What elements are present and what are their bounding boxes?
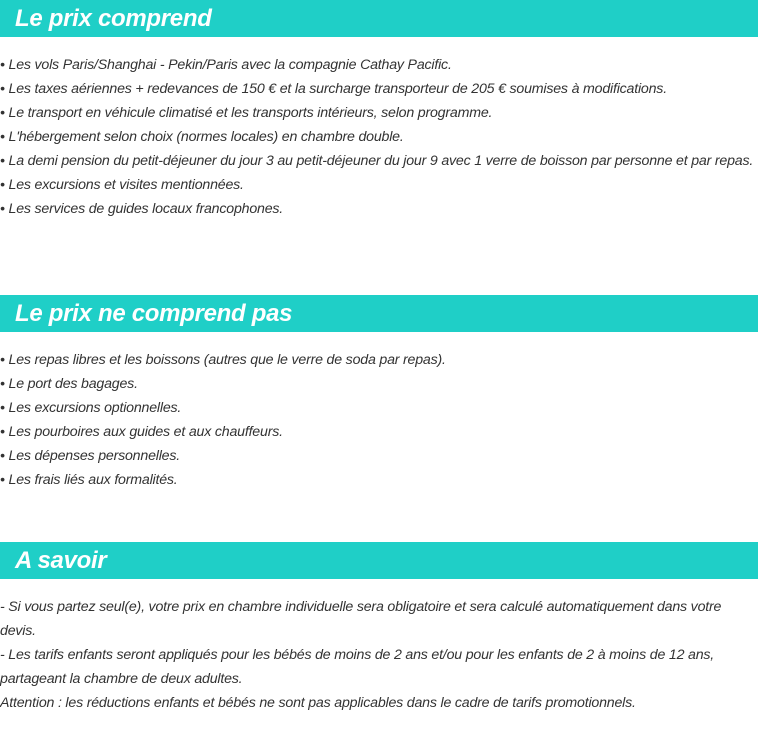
section-header-included — [0, 0, 758, 37]
list-item: • Les frais liés aux formalités. — [0, 472, 178, 488]
not-included-list — [0, 348, 758, 492]
section-title-included: Le prix comprend — [15, 5, 212, 32]
list-item: • Les repas libres et les boissons (autres que le verre de soda par repas). — [0, 352, 446, 368]
list-item: • Les taxes aériennes + redevances de 150 € et la surcharge transporteur de 205 € soumises à modifications. — [0, 81, 667, 97]
included-list — [0, 53, 758, 221]
good-to-know-text — [0, 595, 758, 715]
section-header-good-to-know — [0, 542, 758, 579]
list-item: • Le transport en véhicule climatisé et les transports intérieurs, selon programme. — [0, 105, 493, 121]
section-title-good-to-know: A savoir — [15, 547, 107, 574]
list-item: • Les vols Paris/Shanghai - Pekin/Paris avec la compagnie Cathay Pacific. — [0, 57, 452, 73]
info-paragraph: Attention : les réductions enfants et bébés ne sont pas applicables dans le cadre de tarifs promotionnels. — [0, 695, 636, 711]
info-paragraph: - Si vous partez seul(e), votre prix en chambre individuelle sera obligatoire et sera calculé automatiquement dans votre devis. — [0, 599, 722, 639]
info-paragraph: - Les tarifs enfants seront appliqués pour les bébés de moins de 2 ans et/ou pour les enfants de 2 à moins de 12 ans, partageant la chambre de deux adultes. — [0, 647, 715, 687]
list-item: • Les excursions optionnelles. — [0, 400, 182, 416]
list-item: • Les services de guides locaux francophones. — [0, 201, 284, 217]
list-item: • Les excursions et visites mentionnées. — [0, 177, 244, 193]
list-item: • L'hébergement selon choix (normes locales) en chambre double. — [0, 129, 404, 145]
list-item: • Les pourboires aux guides et aux chauffeurs. — [0, 424, 283, 440]
list-item: • Le port des bagages. — [0, 376, 138, 392]
list-item: • La demi pension du petit-déjeuner du jour 3 au petit-déjeuner du jour 9 avec 1 verre de boisson par personne et par repas. — [0, 153, 754, 169]
list-item: • Les dépenses personnelles. — [0, 448, 180, 464]
section-title-not-included: Le prix ne comprend pas — [15, 300, 293, 327]
section-header-not-included — [0, 295, 758, 332]
